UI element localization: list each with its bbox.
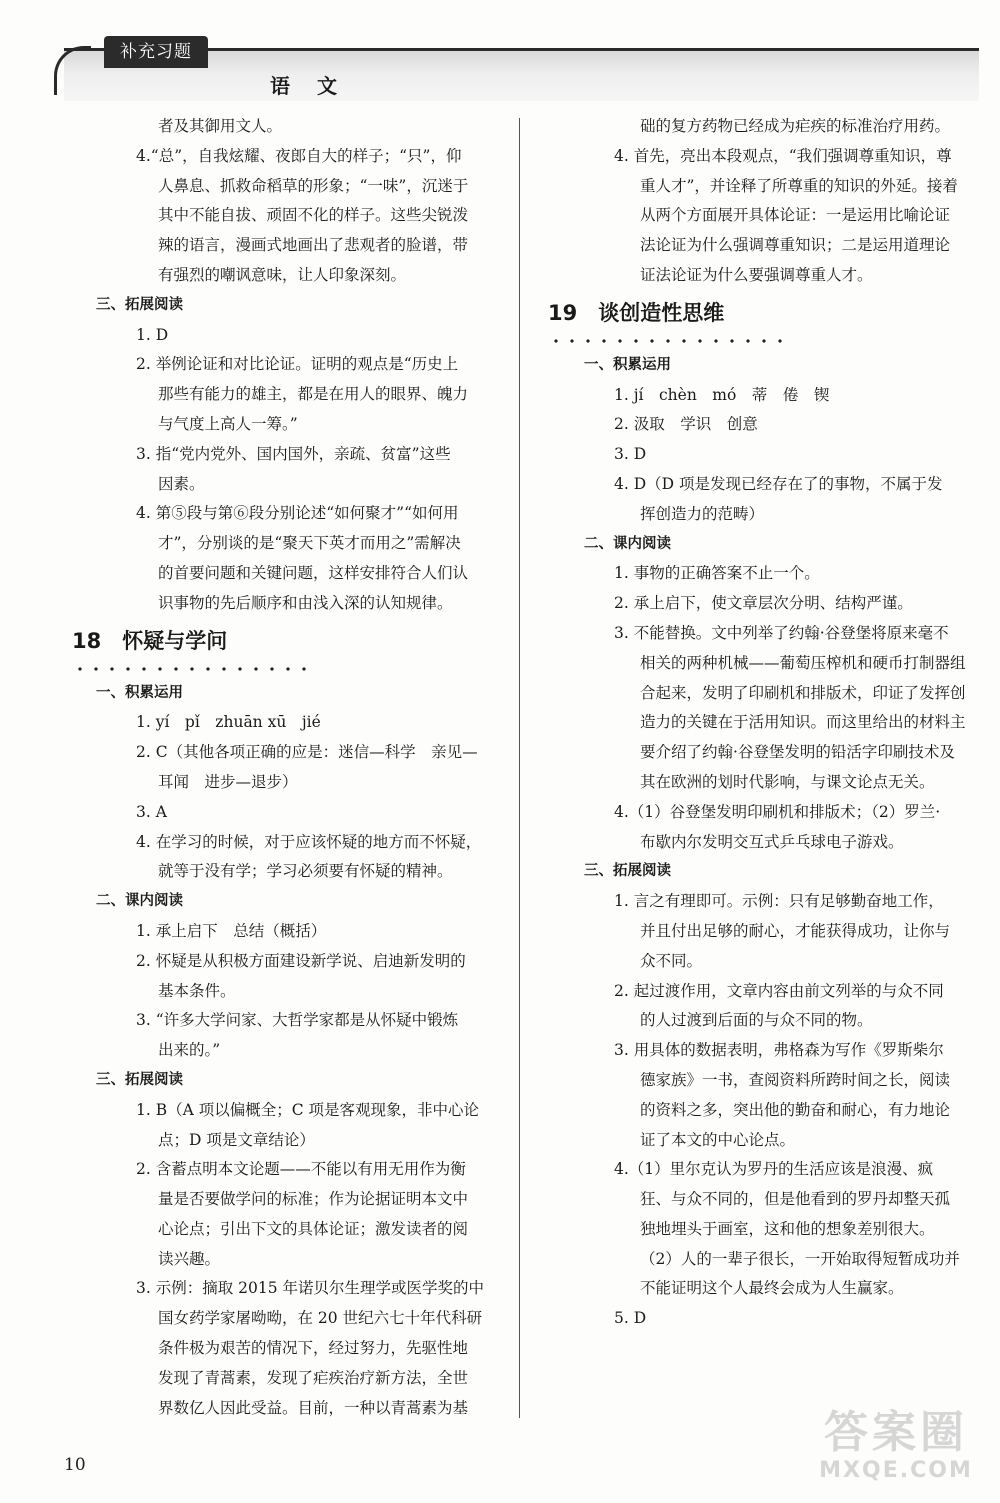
answer-line: 狂、与众不同的，但是他看到的罗丹却整天孤 (640, 1190, 951, 1209)
answer-line: 1. yí pǐ zhuān xū jié (136, 713, 321, 732)
header-tab: 补充习题 (104, 36, 208, 68)
answer-line: 3. A (136, 802, 167, 821)
section-heading: 三、拓展阅读 (96, 1071, 183, 1088)
answer-line: 相关的两种机械——葡萄压榨机和硬币打制器组 (640, 653, 966, 672)
answer-line: 耳闻 进步—退步） (158, 772, 298, 791)
answer-line: 挥创造力的范畴） (640, 504, 765, 523)
answer-line: 的人过渡到后面的与众不同的物。 (640, 1011, 873, 1030)
answer-line: 从两个方面展开具体论证：一是运用比喻论证 (640, 206, 951, 225)
answer-line: 证法论证为什么要强调尊重人才。 (640, 265, 873, 284)
answer-line: 人鼻息、抓救命稻草的形象；“一味”，沉迷于 (158, 176, 469, 195)
header-curve-decoration (54, 46, 91, 95)
answer-line: 条件极为艰苦的情况下，经过努力，先驱性地 (158, 1339, 469, 1358)
section-heading: 三、拓展阅读 (584, 863, 671, 880)
answer-line: 2. 含蓄点明本文论题——不能以有用无用作为衡 (136, 1160, 466, 1179)
answer-line: 4. 在学习的时候，对于应该怀疑的地方而不怀疑， (136, 832, 482, 851)
answer-line: 其中不能自拔、顽固不化的样子。这些尖锐泼 (158, 206, 469, 225)
answer-line: 4.（1）谷登堡发明印刷机和排版术；（2）罗兰· (614, 802, 941, 821)
answer-line: 德家族》一书，查阅资料所跨时间之长，阅读 (640, 1070, 951, 1089)
answer-line: 4. 首先，亮出本段观点，“我们强调尊重知识，尊 (614, 146, 952, 165)
answer-line: 4. D（D 项是发现已经存在了的事物，不属于发 (614, 474, 943, 493)
answer-line: 其在欧洲的划时代影响，与课文论点无关。 (640, 772, 935, 791)
answer-line: 4. 第⑤段与第⑥段分别论述“如何聚才”“如何用 (136, 504, 459, 523)
answer-line: 出来的。” (158, 1041, 221, 1060)
dotted-rule (72, 663, 492, 679)
answer-line: 法论证为什么强调尊重知识；二是运用道理论 (640, 236, 951, 255)
answer-line: 证了本文的中心论点。 (640, 1130, 796, 1149)
answer-line: 4.“总”，自我炫耀、夜郎自大的样子；“只”，仰 (136, 146, 462, 165)
answer-line: 界数亿人因此受益。目前，一种以青蒿素为基 (158, 1398, 469, 1417)
answer-line: 并且付出足够的耐心，才能获得成功，让你与 (640, 921, 951, 940)
answer-line: 1. 承上启下 总结（概括） (136, 921, 327, 940)
page-header (0, 0, 1000, 110)
answer-line: 因素。 (158, 474, 205, 493)
answer-line: 的首要问题和关键问题，这样安排符合人们认 (158, 563, 469, 582)
answer-line: 者及其御用文人。 (158, 117, 283, 135)
answer-line: 不能证明这个人最终会成为人生赢家。 (640, 1279, 904, 1298)
answer-line: 众不同。 (640, 951, 703, 970)
answer-line: 1. 事物的正确答案不止一个。 (614, 564, 820, 583)
answer-line: 1. 言之有理即可。示例：只有足够勤奋地工作， (614, 892, 944, 911)
answer-line: 2. 怀疑是从积极方面建设新学说、启迪新发明的 (136, 951, 466, 970)
answer-line: 辣的语言，漫画式地画出了悲观者的脸谱，带 (158, 236, 469, 255)
column-divider (519, 118, 520, 1418)
answer-line: 发现了青蒿素，发现了疟疾治疗新方法，全世 (158, 1368, 469, 1387)
answer-line: 3. 示例：摘取 2015 年诺贝尔生理学或医学奖的中 (136, 1279, 485, 1298)
answer-line: 3. 不能替换。文中列举了约翰·谷登堡将原来毫不 (614, 623, 949, 642)
answer-line: 3. D (614, 445, 647, 464)
answer-line: 量是否要做学问的标准；作为论据证明本文中 (158, 1190, 469, 1209)
answer-line: 与气度上高人一筹。” (158, 414, 298, 433)
left-column (72, 112, 492, 1423)
answer-line: 布歇内尔发明交互式乒乓球电子游戏。 (640, 832, 904, 851)
page-number: 10 (64, 1455, 86, 1475)
answer-line: 识事物的先后顺序和由浅入深的认知规律。 (158, 593, 453, 612)
answer-line: 3. 指“党内党外、国内国外，亲疏、贫富”这些 (136, 444, 451, 463)
answer-line: 独地埋头于画室，这和他的想象差别很大。 (640, 1219, 935, 1238)
answer-line: 国女药学家屠呦呦，在 20 世纪六七十年代科研 (158, 1309, 483, 1328)
answer-line: 3. 用具体的数据表明，弗格森为写作《罗斯柴尔 (614, 1041, 944, 1060)
answer-line: 础的复方药物已经成为疟疾的标准治疗用药。 (640, 117, 951, 135)
section-heading: 一、积累运用 (584, 356, 671, 373)
answer-line: 就等于没有学；学习必须要有怀疑的精神。 (158, 862, 453, 881)
answer-line: 读兴趣。 (158, 1249, 221, 1268)
answer-line: 1. B（A 项以偏概全；C 项是客观现象，非中心论 (136, 1100, 480, 1119)
answer-line: 1. jí chèn mó 蒂 倦 锲 (614, 385, 830, 404)
answer-line: 才”，分别谈的是“聚天下英才而用之”需解决 (158, 534, 461, 553)
answer-line: 合起来，发明了印刷机和排版术，印证了发挥创 (640, 683, 966, 702)
answer-line: 心论点；引出下文的具体论证；激发读者的阅 (158, 1219, 469, 1238)
answer-line: 2. 举例论证和对比论证。证明的观点是“历史上 (136, 355, 459, 374)
subject-title: 语 文 (270, 74, 347, 98)
answer-line: 5. D (614, 1309, 647, 1328)
answer-line: 3. “许多大学问家、大哲学家都是从怀疑中锻炼 (136, 1011, 459, 1030)
watermark-logo-text: 答案圈 (824, 1407, 968, 1458)
answer-line: 1. D (136, 325, 169, 344)
answer-line: 的资料之多，突出他的勤奋和耐心，有力地论 (640, 1100, 951, 1119)
dotted-rule (548, 335, 980, 351)
section-heading: 一、积累运用 (96, 684, 183, 701)
answer-line: 有强烈的嘲讽意味，让人印象深刻。 (158, 265, 407, 284)
answer-line: 2. 起过渡作用，文章内容由前文列举的与众不同 (614, 981, 944, 1000)
answer-line: 那些有能力的雄主，都是在用人的眼界、魄力 (158, 385, 469, 404)
watermark (810, 1408, 982, 1492)
answer-line: 基本条件。 (158, 981, 236, 1000)
answer-line: 重人才”，并诠释了所尊重的知识的外延。接着 (640, 176, 958, 195)
answer-line: 2. C（其他各项正确的应是：迷信—科学 亲见— (136, 743, 478, 762)
answer-line: 要介绍了约翰·谷登堡发明的铅活字印刷技术及 (640, 743, 955, 762)
answer-line: 4.（1）里尔克认为罗丹的生活应该是浪漫、疯 (614, 1160, 934, 1179)
answer-line: （2）人的一辈子很长，一开始取得短暂成功并 (640, 1249, 960, 1268)
right-column (548, 112, 980, 1334)
answer-line: 造力的关键在于活用知识。而这里给出的材料主 (640, 713, 966, 732)
lesson-title: 19 谈创造性思维 (548, 300, 725, 325)
answer-line: 2. 承上启下，使文章层次分明、结构严谨。 (614, 594, 913, 613)
section-heading: 二、课内阅读 (584, 535, 671, 552)
section-heading: 二、课内阅读 (96, 893, 183, 910)
lesson-title: 18 怀疑与学问 (72, 628, 228, 653)
answer-line: 点；D 项是文章结论） (158, 1130, 315, 1149)
watermark-url: MXQE.COM (819, 1458, 973, 1483)
section-heading: 三、拓展阅读 (96, 296, 183, 313)
answer-line: 2. 汲取 学识 创意 (614, 415, 758, 434)
